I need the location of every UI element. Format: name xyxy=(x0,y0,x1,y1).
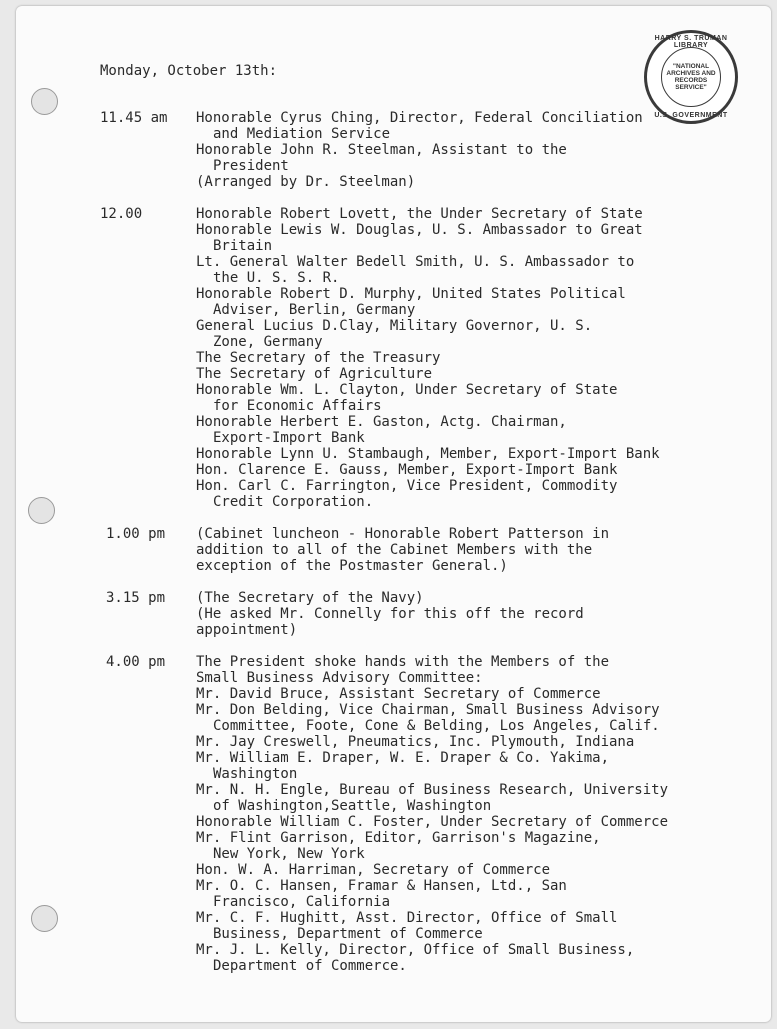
appointment-time: 4.00 pm xyxy=(106,654,166,670)
appointment-details xyxy=(196,110,643,190)
appointment-line: Honorable Cyrus Ching, Director, Federal Conciliation xyxy=(196,110,643,126)
appointment-line: for Economic Affairs xyxy=(213,398,382,414)
appointment-line: Hon. Carl C. Farrington, Vice President, Commodity xyxy=(196,478,618,494)
appointment-line: Mr. O. C. Hansen, Framar & Hansen, Ltd., San xyxy=(196,878,567,894)
appointment-line: Department of Commerce. xyxy=(213,958,407,974)
appointment-line: Committee, Foote, Cone & Belding, Los Angeles, Calif. xyxy=(213,718,660,734)
appointment-line: addition to all of the Cabinet Members with the xyxy=(196,542,593,558)
appointment-line: of Washington,Seattle, Washington xyxy=(213,798,492,814)
appointment-details xyxy=(196,654,668,974)
appointment-line: Mr. N. H. Engle, Bureau of Business Research, University xyxy=(196,782,669,798)
appointment-line: Honorable Herbert E. Gaston, Actg. Chairman, xyxy=(196,414,567,430)
appointment-line: Hon. Clarence E. Gauss, Member, Export-Import Bank xyxy=(196,462,618,478)
appointment-line: Credit Corporation. xyxy=(213,494,374,510)
appointment-time: 3.15 pm xyxy=(106,590,166,606)
appointment-line: Mr. J. L. Kelly, Director, Office of Small Business, xyxy=(196,942,635,958)
appointment-line: Business, Department of Commerce xyxy=(213,926,483,942)
appointment-time: 12.00 xyxy=(100,206,143,222)
appointment-line: Washington xyxy=(213,766,298,782)
stamp-bottom-text: U.S. GOVERNMENT xyxy=(654,112,728,119)
appointment-line: Hon. W. A. Harriman, Secretary of Commerce xyxy=(196,862,551,878)
appointment-line: Mr. Jay Creswell, Pneumatics, Inc. Plymouth, Indiana xyxy=(196,734,635,750)
appointment-line: Zone, Germany xyxy=(213,334,323,350)
appointment-line: Honorable William C. Foster, Under Secretary of Commerce xyxy=(196,814,669,830)
appointment-line: General Lucius D.Clay, Military Governor, U. S. xyxy=(196,318,593,334)
appointment-details xyxy=(196,526,609,574)
appointment-line: exception of the Postmaster General.) xyxy=(196,558,508,574)
stamp-center-text: "NATIONAL ARCHIVES AND RECORDS SERVICE" xyxy=(661,47,721,107)
appointment-line: Honorable Lewis W. Douglas, U. S. Ambassador to Great xyxy=(196,222,643,238)
appointment-time: 1.00 pm xyxy=(106,526,166,542)
appointment-line: (He asked Mr. Connelly for this off the record xyxy=(196,606,584,622)
appointment-line: Honorable Robert D. Murphy, United States Political xyxy=(196,286,626,302)
appointment-line: Mr. Flint Garrison, Editor, Garrison's Magazine, xyxy=(196,830,601,846)
appointment-line: Honorable Lynn U. Stambaugh, Member, Export-Import Bank xyxy=(196,446,660,462)
appointment-line: (Arranged by Dr. Steelman) xyxy=(196,174,416,190)
appointment-line: The Secretary of Agriculture xyxy=(196,366,433,382)
appointment-line: appointment) xyxy=(196,622,298,638)
appointment-time: 11.45 am xyxy=(100,110,168,126)
archive-stamp xyxy=(644,30,738,124)
appointment-line: Small Business Advisory Committee: xyxy=(196,670,483,686)
punch-hole-top xyxy=(31,88,58,115)
appointment-details xyxy=(196,206,660,510)
appointment-line: Lt. General Walter Bedell Smith, U. S. Ambassador to xyxy=(196,254,635,270)
appointment-line: the U. S. S. R. xyxy=(213,270,340,286)
appointment-line: Francisco, California xyxy=(213,894,391,910)
appointment-line: Honorable John R. Steelman, Assistant to the xyxy=(196,142,567,158)
appointment-line: Honorable Wm. L. Clayton, Under Secretary of State xyxy=(196,382,618,398)
page-title: Monday, October 13th: xyxy=(100,63,278,79)
appointment-line: Mr. William E. Draper, W. E. Draper & Co. Yakima, xyxy=(196,750,610,766)
appointment-details xyxy=(196,590,584,638)
appointment-line: Britain xyxy=(213,238,273,254)
appointment-line: New York, New York xyxy=(213,846,365,862)
appointment-line: Mr. David Bruce, Assistant Secretary of Commerce xyxy=(196,686,601,702)
appointment-line: The President shoke hands with the Members of the xyxy=(196,654,610,670)
appointment-line: and Mediation Service xyxy=(213,126,391,142)
appointment-line: The Secretary of the Treasury xyxy=(196,350,441,366)
appointment-line: President xyxy=(213,158,289,174)
appointment-line: Honorable Robert Lovett, the Under Secretary of State xyxy=(196,206,643,222)
appointment-line: Mr. Don Belding, Vice Chairman, Small Business Advisory xyxy=(196,702,660,718)
appointment-line: (The Secretary of the Navy) xyxy=(196,590,424,606)
punch-hole-bottom xyxy=(31,905,58,932)
appointment-line: Adviser, Berlin, Germany xyxy=(213,302,416,318)
appointment-line: Export-Import Bank xyxy=(213,430,365,446)
appointment-line: (Cabinet luncheon - Honorable Robert Patterson in xyxy=(196,526,610,542)
stamp-top-text: HARRY S. TRUMAN LIBRARY xyxy=(654,35,728,49)
punch-hole-middle xyxy=(28,497,55,524)
appointment-line: Mr. C. F. Hughitt, Asst. Director, Office of Small xyxy=(196,910,618,926)
